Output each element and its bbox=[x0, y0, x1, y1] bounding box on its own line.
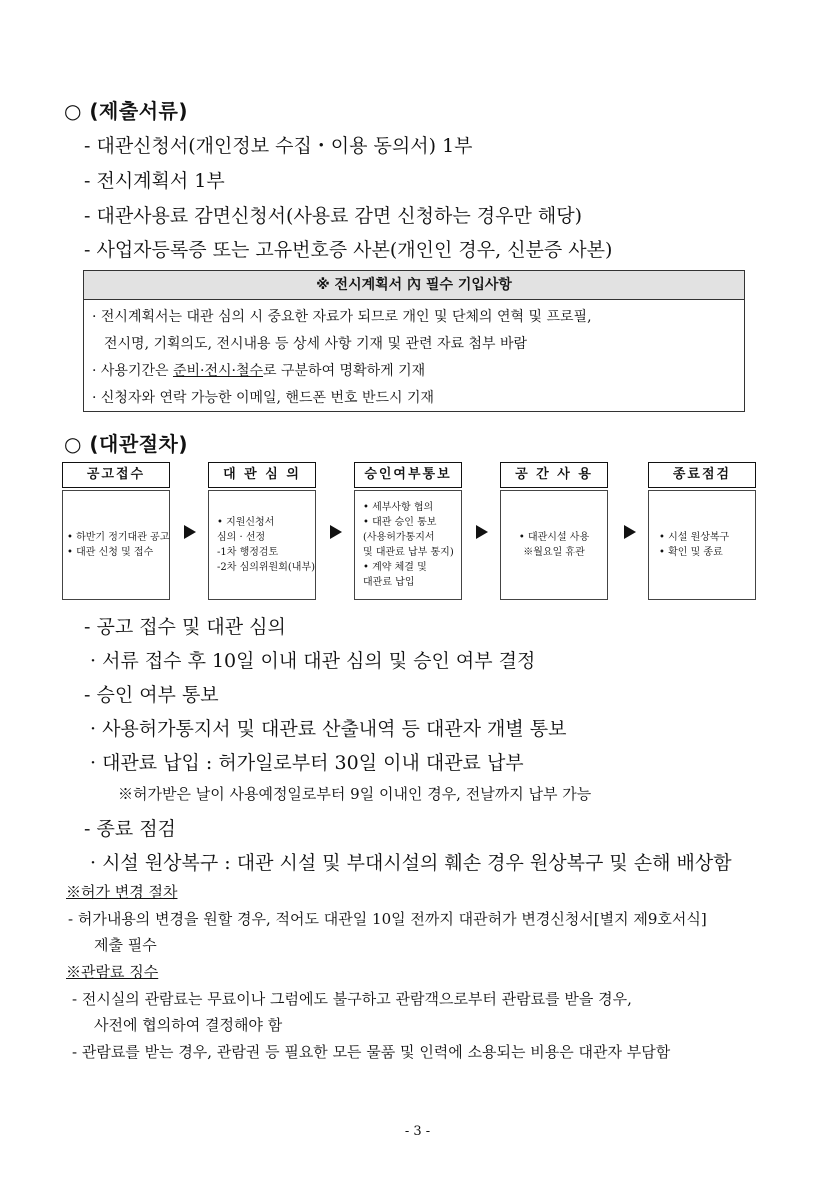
document-item: - 사업자등록증 또는 고유번호증 사본(개인인 경우, 신분증 사본) bbox=[84, 239, 613, 261]
stage-title: 공고접수 bbox=[62, 462, 170, 488]
required-info-box bbox=[83, 270, 745, 412]
box-line: · 전시계획서는 대관 심의 시 중요한 자료가 되므로 개인 및 단체의 연혁 및 프로필, bbox=[92, 309, 592, 325]
flow-stage-usage bbox=[500, 462, 608, 600]
detail-line: - 종료 점검 bbox=[84, 818, 176, 840]
box-line: · 신청자와 연락 가능한 이메일, 핸드폰 번호 반드시 기재 bbox=[92, 390, 435, 406]
flow-stage-approval bbox=[354, 462, 462, 600]
stage-title: 공 간 사 용 bbox=[500, 462, 608, 488]
detail-line: · 서류 접수 후 10일 이내 대관 심의 및 승인 여부 결정 bbox=[90, 650, 536, 672]
underlined-period-text: 준비·전시·철수 bbox=[172, 363, 264, 379]
detail-line: · 사용허가통지서 및 대관료 산출내역 등 대관자 개별 통보 bbox=[90, 718, 567, 740]
section-heading-procedure: ○ (대관절차) bbox=[64, 432, 188, 456]
arrow-right-icon bbox=[180, 522, 200, 542]
stage-title: 승인여부통보 bbox=[354, 462, 462, 488]
arrow-right-icon bbox=[620, 522, 640, 542]
box-line: · 사용기간은 준비·전시·철수로 구분하여 명확하게 기재 bbox=[92, 363, 426, 379]
section-heading-documents: ○ (제출서류) bbox=[64, 99, 188, 123]
fee-heading: ※관람료 징수 bbox=[66, 963, 159, 981]
change-line: - 허가내용의 변경을 원할 경우, 적어도 대관일 10일 전까지 대관허가 변경신청서[별지 제9호서식] bbox=[68, 910, 707, 928]
stage-detail: • 대관시설 사용 ※월요일 휴관 bbox=[500, 490, 608, 600]
stage-detail: • 시설 원상복구 • 확인 및 종료 bbox=[648, 490, 756, 600]
document-item: - 대관신청서(개인정보 수집・이용 동의서) 1부 bbox=[84, 135, 473, 157]
change-heading: ※허가 변경 절차 bbox=[66, 883, 178, 901]
detail-line: - 공고 접수 및 대관 심의 bbox=[84, 616, 286, 638]
flow-stage-announcement bbox=[62, 462, 170, 600]
fee-line: - 관람료를 받는 경우, 관람권 등 필요한 모든 물품 및 인력에 소용되는 비용은 대관자 부담함 bbox=[72, 1043, 671, 1061]
detail-line: - 승인 여부 통보 bbox=[84, 684, 219, 706]
document-item: - 전시계획서 1부 bbox=[84, 170, 225, 192]
stage-detail: • 세부사항 협의 • 대관 승인 통보 (사용허가통지서 및 대관료 납부 통지) • 계약 체결 및 대관료 납입 bbox=[354, 490, 462, 600]
page-number: - 3 - bbox=[404, 1124, 431, 1139]
arrow-right-icon bbox=[472, 522, 492, 542]
detail-line: · 대관료 납입 : 허가일로부터 30일 이내 대관료 납부 bbox=[90, 752, 524, 774]
stage-detail: • 하반기 정기대관 공고 • 대관 신청 및 접수 bbox=[62, 490, 170, 600]
stage-detail: • 지원신청서 심의 · 선정 -1차 행정검토 -2차 심의위원회(내부) bbox=[208, 490, 316, 600]
box-title: ※ 전시계획서 內 필수 기입사항 bbox=[84, 271, 744, 300]
arrow-right-icon bbox=[326, 522, 346, 542]
detail-note: ※허가받은 날이 사용예정일로부터 9일 이내인 경우, 전날까지 납부 가능 bbox=[118, 785, 592, 803]
detail-line: · 시설 원상복구 : 대관 시설 및 부대시설의 훼손 경우 원상복구 및 손해 배상함 bbox=[90, 852, 732, 874]
document-item: - 대관사용료 감면신청서(사용료 감면 신청하는 경우만 해당) bbox=[84, 205, 582, 227]
flow-stage-review bbox=[208, 462, 316, 600]
box-line: 전시명, 기획의도, 전시내용 등 상세 사항 기재 및 관련 자료 첨부 바람 bbox=[104, 336, 527, 352]
change-line: 제출 필수 bbox=[94, 936, 157, 954]
procedure-flow bbox=[62, 462, 762, 602]
stage-title: 대 관 심 의 bbox=[208, 462, 316, 488]
stage-title: 종료점검 bbox=[648, 462, 756, 488]
flow-stage-closing bbox=[648, 462, 756, 600]
fee-line: 사전에 협의하여 결정해야 함 bbox=[94, 1016, 283, 1034]
fee-line: - 전시실의 관람료는 무료이나 그럼에도 불구하고 관람객으로부터 관람료를 받을 경우, bbox=[72, 990, 632, 1008]
